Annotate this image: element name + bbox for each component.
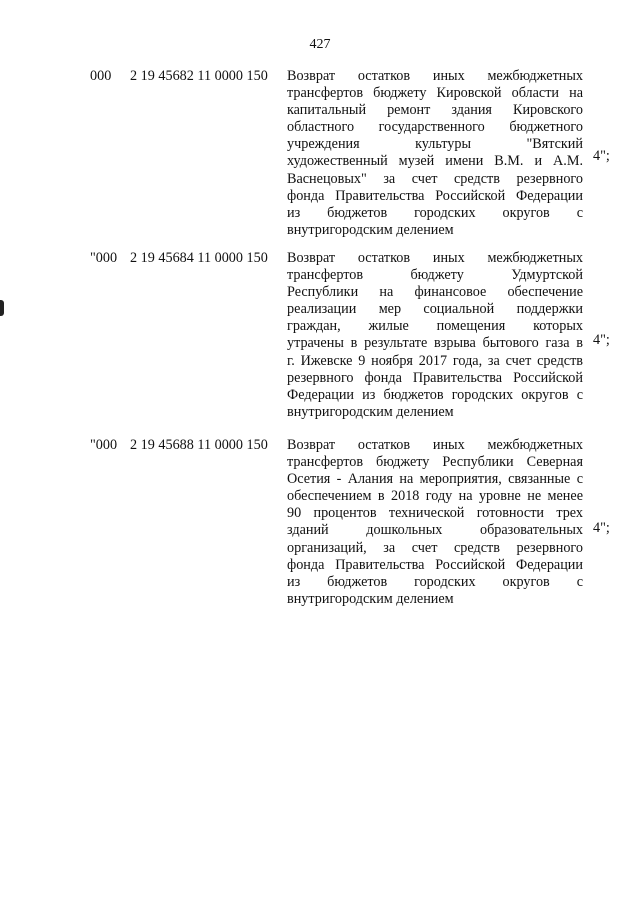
description-line: из бюджетов городских округов с [287, 204, 583, 221]
description-line: учреждения культуры "Вятский [287, 136, 583, 153]
row-description [287, 250, 583, 421]
description-line: обеспечением в 2018 году на уровне не менее [287, 488, 583, 505]
description-line: организаций, за счет средств резервного [287, 539, 583, 556]
description-line: зданий дошкольных образовательных [287, 522, 583, 539]
description-line: областного государственного бюджетного [287, 119, 583, 136]
row-description [287, 437, 583, 608]
budget-code: 2 19 45682 11 0000 150 [130, 68, 268, 84]
description-line: внутригородским делением [287, 590, 454, 607]
row-description [287, 68, 583, 239]
description-line: Осетия - Алания на мероприятия, связанные с [287, 471, 583, 488]
description-line: фонда Правительства Российской Федерации [287, 187, 583, 204]
scan-edge-mark [0, 300, 4, 316]
budget-code: 2 19 45684 11 0000 150 [130, 250, 268, 266]
page-number: 427 [309, 37, 331, 52]
description-line: Возврат остатков иных межбюджетных [287, 437, 583, 453]
row-amount: 4"; [593, 520, 610, 536]
admin-code: "000 [90, 437, 118, 453]
description-line: г. Ижевске 9 ноября 2017 года, за счет средств [287, 352, 583, 369]
row-amount: 4"; [593, 148, 610, 164]
description-line: фонда Правительства Российской Федерации [287, 556, 583, 573]
description-line: из бюджетов городских округов с [287, 573, 583, 590]
description-line: Васнецовых" за счет средств резервного [287, 170, 583, 187]
description-line: 90 процентов технической готовности трех [287, 505, 583, 522]
description-line: художественный музей имени В.М. и А.М. [287, 153, 583, 170]
description-line: капитальный ремонт здания Кировского [287, 102, 583, 119]
description-line: внутригородским делением [287, 403, 454, 420]
description-line: Республики на финансовое обеспечение [287, 284, 583, 301]
description-line: резервного фонда Правительства Российской [287, 369, 583, 386]
admin-code: "000 [90, 250, 118, 266]
description-line: трансфертов бюджету Республики Северная [287, 454, 583, 471]
description-line: реализации мер социальной поддержки [287, 301, 583, 318]
admin-code: 000 [90, 68, 112, 84]
budget-code: 2 19 45688 11 0000 150 [130, 437, 268, 453]
description-line: Возврат остатков иных межбюджетных [287, 68, 583, 84]
description-line: трансфертов бюджету Кировской области на [287, 85, 583, 102]
description-line: граждан, жилые помещения которых [287, 318, 583, 335]
description-line: Возврат остатков иных межбюджетных [287, 250, 583, 266]
row-amount: 4"; [593, 332, 610, 348]
description-line: Федерации из бюджетов городских округов с [287, 386, 583, 403]
description-line: утрачены в результате взрыва бытового газа в [287, 335, 583, 352]
description-line: трансфертов бюджету Удмуртской [287, 267, 583, 284]
description-line: внутригородским делением [287, 221, 454, 238]
